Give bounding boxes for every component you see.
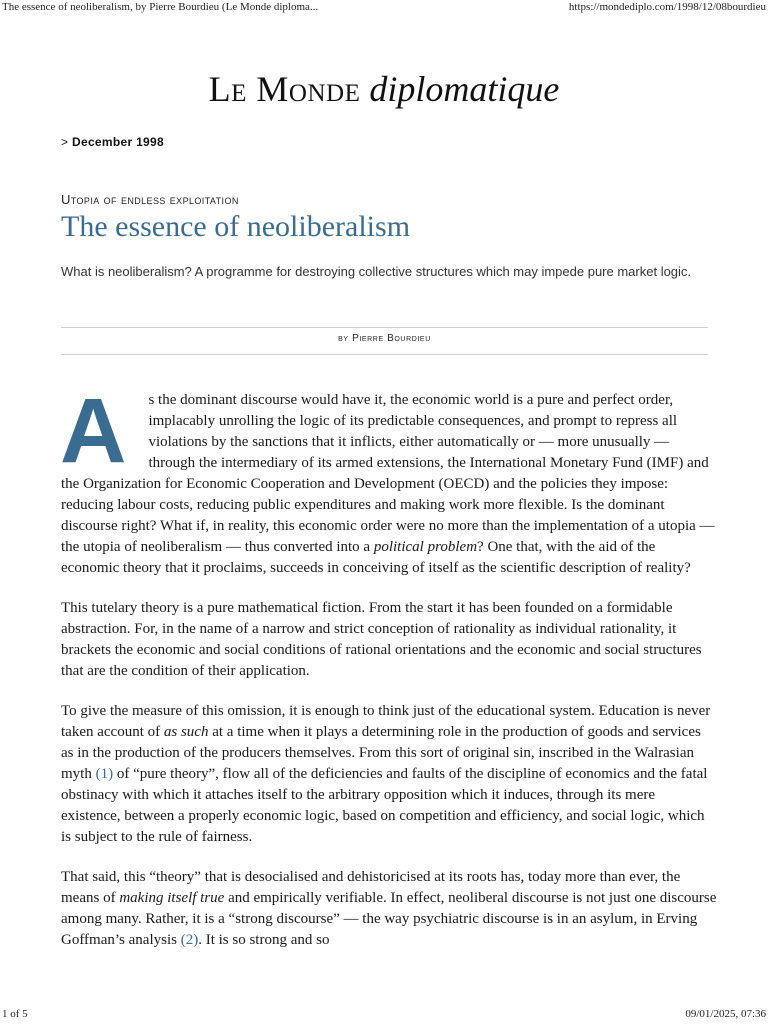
byline-prefix: by <box>338 333 349 344</box>
paragraph-4-text-b: and empirically verifiable. In effect, neoliberal discourse is not just one discourse among many. Rather, it is a “strong discourse” — the way psychiatric discourse is in an asylum, in Erving Goffman’s analysis <box>61 890 717 948</box>
divider-top <box>61 327 708 328</box>
article-kicker: Utopia of endless exploitation <box>61 192 239 207</box>
byline <box>61 333 708 344</box>
footnote-link-2[interactable]: (2) <box>180 932 199 948</box>
paragraph-3-emphasis: as such <box>163 724 209 740</box>
paragraph-1-text-b: ? One that, with the aid of the economic theory that it proclaims, succeeds in conceiving of itself as the scientific description of reality? <box>61 539 691 576</box>
site-logo[interactable] <box>0 68 768 110</box>
drop-cap: A <box>60 380 127 482</box>
paragraph-1-emphasis: political problem <box>373 539 478 555</box>
paragraph-1-text-a: s the dominant discourse would have it, the economic world is a pure and perfect order, implacably unrolling the logic of its predictable consequences, and prompt to repress all violations by the sanctions that it inflicts, either automatically or — more unusually — through the intermediary of its armed extensions, the International Monetary Fund (IMF) and the Organization for Economic Cooperation and Development (OECD) and the policies they impose: reducing labour costs, reducing public expenditures and making work more flexible. Is the dominant discourse right? What if, in reality, this economic order were no more than the implementation of a utopia — the utopia of neoliberalism — thus converted into a <box>61 392 715 555</box>
print-page-number: 1 of 5 <box>2 1008 28 1020</box>
print-header <box>0 1 768 15</box>
paragraph-1 <box>60 380 717 579</box>
paragraph-4 <box>61 867 717 951</box>
divider-bottom <box>61 354 708 355</box>
print-datetime: 09/01/2025, 07:36 <box>685 1008 766 1020</box>
paragraph-3-text-c: of “pure theory”, flow all of the deficiencies and faults of the discipline of economics and the fatal obstinacy with which it attaches itself to the arbitrary opposition which it induces, through its mere existence, between a properly economic logic, based on competition and efficiency, and social logic, which is subject to the rule of fairness. <box>61 766 708 845</box>
breadcrumb-arrow-icon: > <box>61 135 69 149</box>
breadcrumb-issue-date-link[interactable]: December 1998 <box>72 135 164 149</box>
print-footer <box>0 1008 768 1022</box>
paragraph-4-text-a: That said, this “theory” that is desocialised and dehistoricised at its roots has, today more than ever, the means of <box>61 869 681 906</box>
paragraph-3 <box>61 701 717 848</box>
paragraph-4-text-c: . It is so strong and so <box>198 932 330 948</box>
logo-brand-italic: diplomatique <box>369 69 560 109</box>
article-title: The essence of neoliberalism <box>61 210 411 243</box>
logo-brand-caps: Le Monde <box>208 69 361 109</box>
paragraph-3-text-b: at a time when it plays a determining role in the production of goods and services as in the production of the producers themselves. From this sort of original sin, inscribed in the Walrasian myth <box>61 724 701 782</box>
print-page-url: https://mondediplo.com/1998/12/08bourdieu <box>568 1 766 13</box>
author-link[interactable]: Pierre Bourdieu <box>352 333 431 344</box>
print-page-title: The essence of neoliberalism, by Pierre Bourdieu (Le Monde diploma... <box>2 1 319 13</box>
footnote-link-1[interactable]: (1) <box>95 766 114 782</box>
paragraph-3-text-a: To give the measure of this omission, it is enough to think just of the educational system. Education is never taken account of <box>61 703 711 740</box>
paragraph-4-emphasis: making itself true <box>119 890 225 906</box>
breadcrumb <box>61 135 164 149</box>
article-body <box>60 380 717 970</box>
paragraph-2: This tutelary theory is a pure mathematical fiction. From the start it has been founded on a formidable abstraction. For, in the name of a narrow and strict conception of rationality as individual rationality, it brackets the economic and social conditions of rational orientations and the economic and social structures that are the condition of their application. <box>61 600 702 679</box>
article-standfirst: What is neoliberalism? A programme for destroying collective structures which may impede pure market logic. <box>61 264 692 279</box>
